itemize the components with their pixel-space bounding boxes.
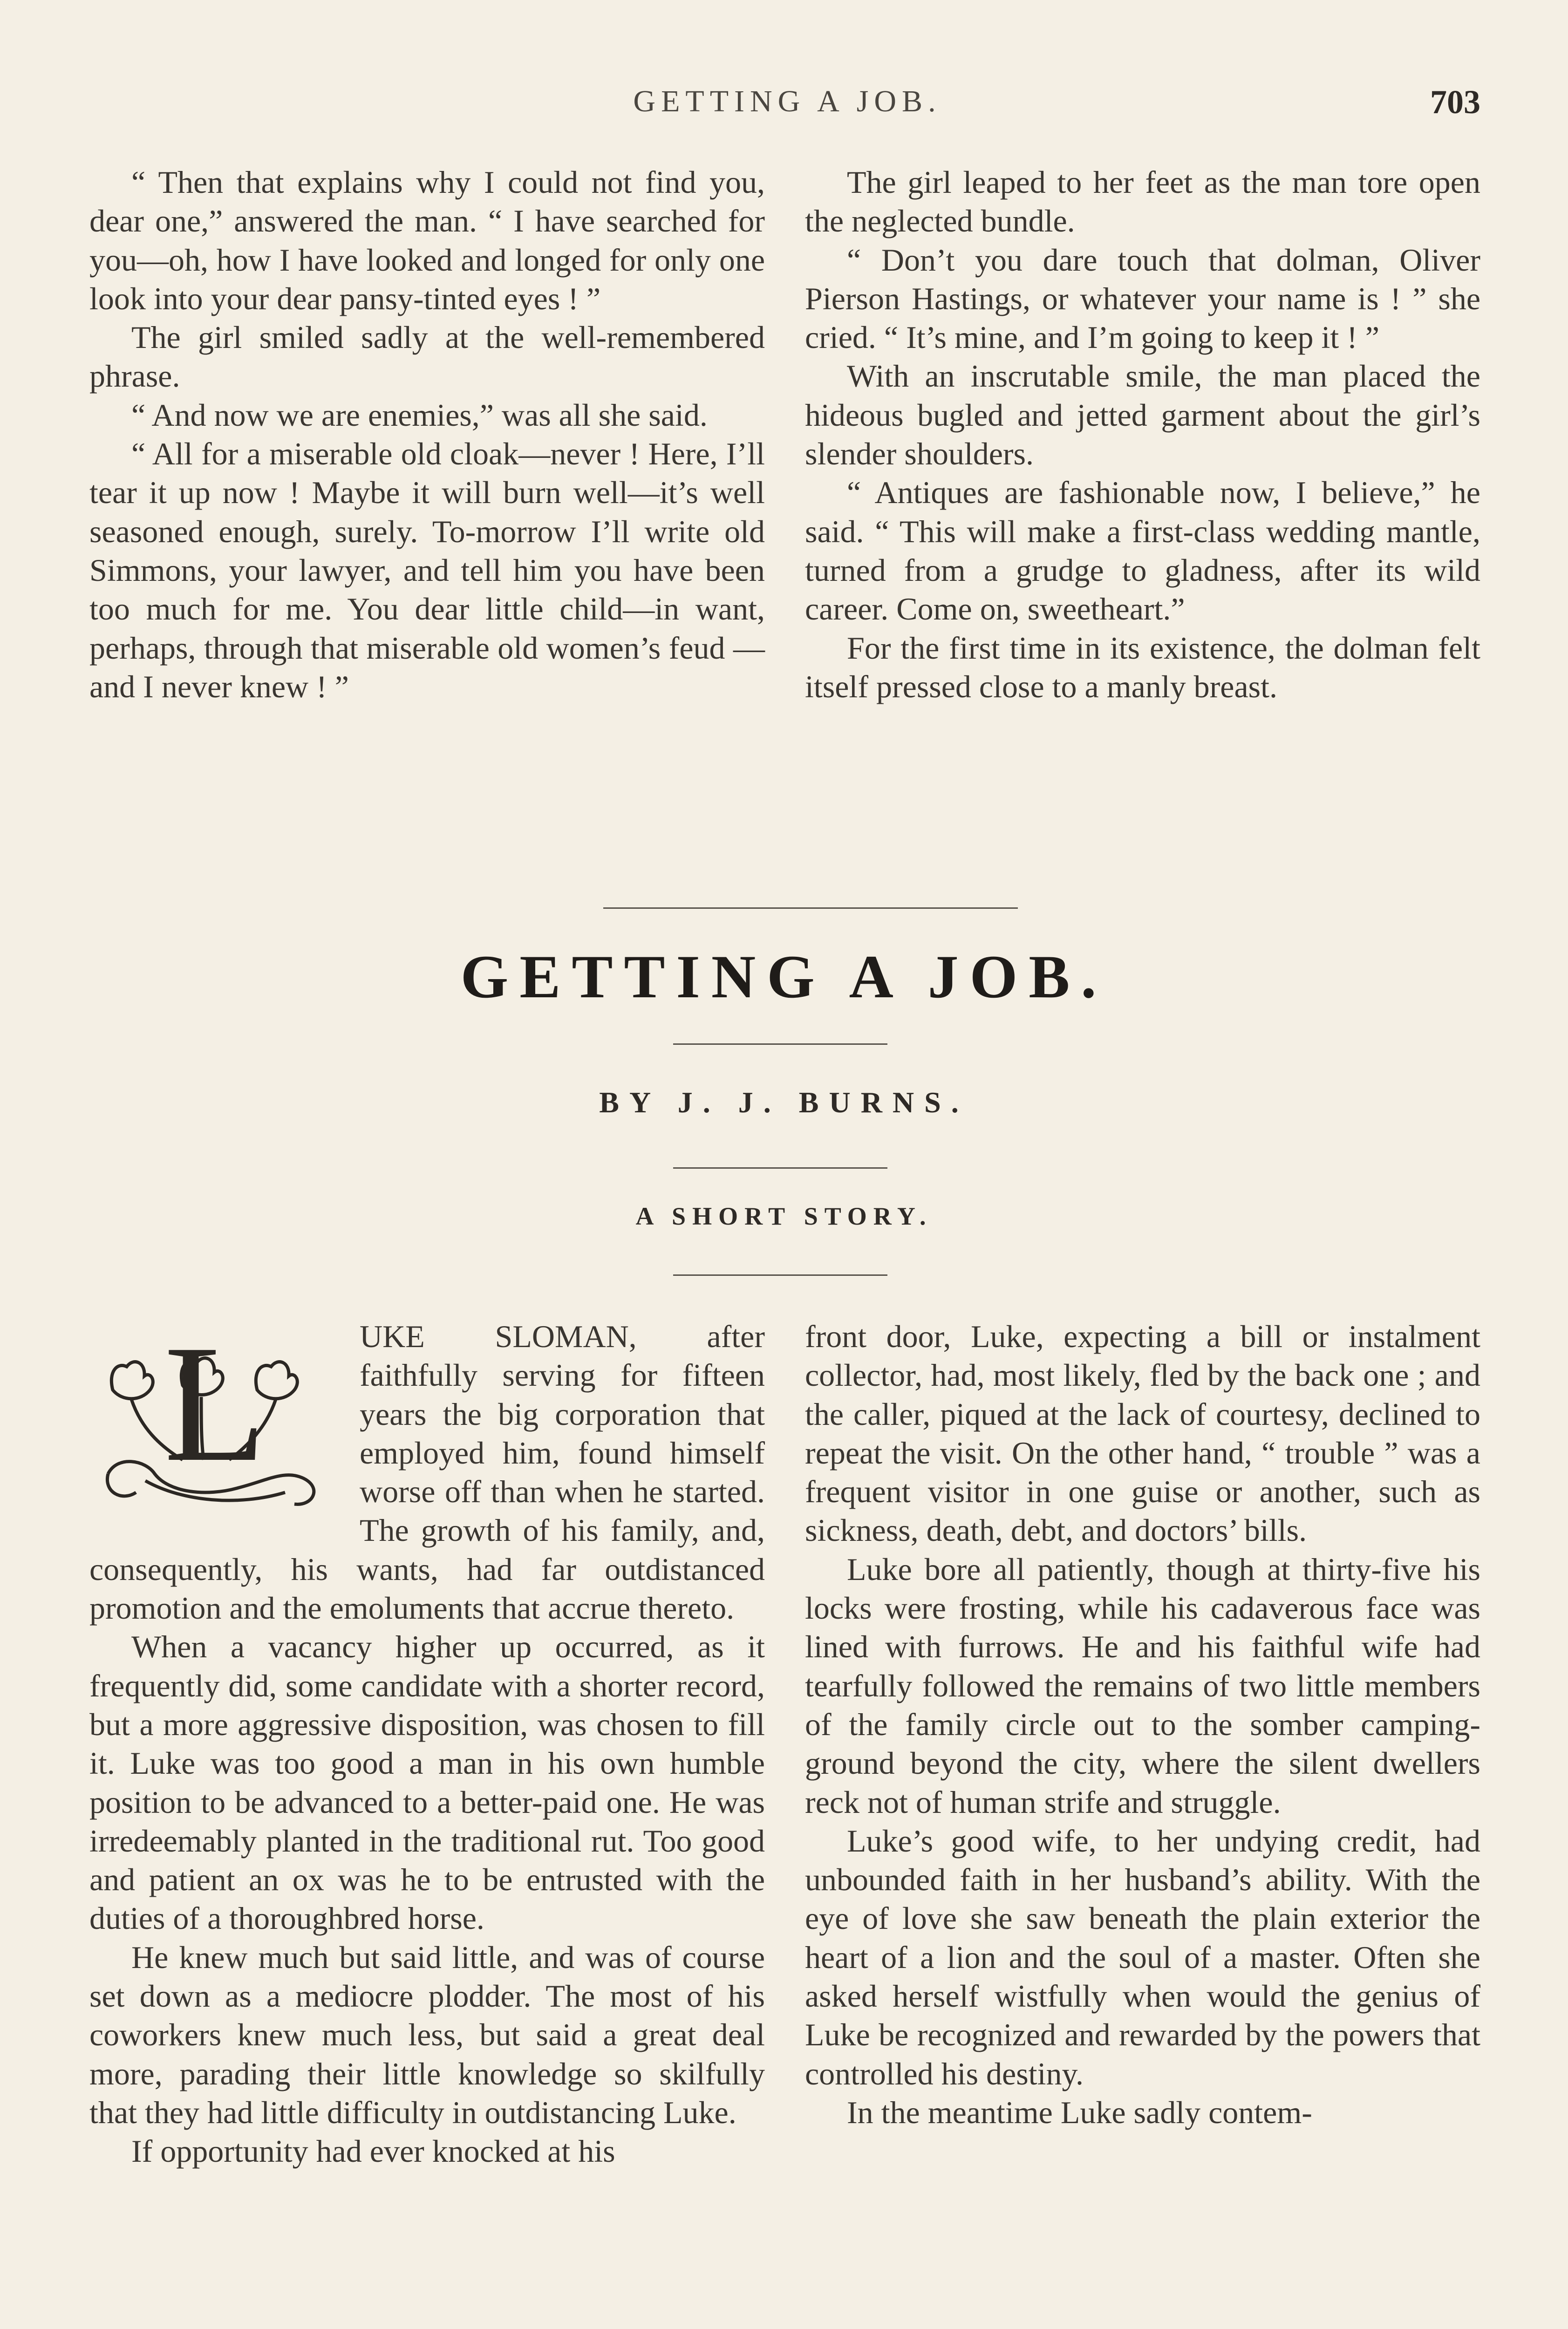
paragraph: Luke’s good wife, to her undying credit, had unbounded faith in her husband’s ability. With the eye of love she saw beneath the plain exterior the heart of a lion and the soul of a master. Often she asked herself wistfully when would the genius of Luke be recognized and rewarded by the powers that controlled his destiny. [805, 1823, 1480, 2091]
paragraph: The girl smiled sadly at the well-remembered phrase. [89, 320, 765, 394]
story-subtitle: A SHORT STORY. [635, 1202, 933, 1230]
paragraph: Luke bore all patiently, though at thirty-five his locks were frosting, while his cadaverous face was lined with furrows. He and his faithful wife had tearfully followed the remains of two little members of the family circle out to the somber camping-ground beyond the city, where the silent dwellers reck not of human strife and struggle. [805, 1551, 1480, 1820]
byline-rule [673, 1167, 887, 1169]
first-paragraph: UKE SLOMAN, after faithfully serving for fifteen years the big corporation that employed him, found himself worse off than when he started. The growth of his family, and, consequently, his wants, had far outdistanced promotion and the emoluments that accrue thereto. [89, 1319, 765, 1626]
paragraph: front door, Luke, expecting a bill or instalment collector, had, most likely, fled by the back one ; and the caller, piqued at the lack of courtesy, declined to repeat the visit. On the other hand, “ trouble ” was a frequent visitor in one guise or another, such as sickness, death, debt, and doctors’ bills. [805, 1319, 1480, 1548]
drop-cap-letter: L [164, 1320, 266, 1496]
paragraph: “ Don’t you dare touch that dolman, Oliver Pierson Hastings, or whatever your name is ! ” she cried. “ It’s mine, and I’m going to keep it ! ” [805, 242, 1480, 355]
section-divider [603, 907, 1018, 909]
story-left-column [89, 1317, 765, 2171]
page-number: 703 [1430, 83, 1480, 121]
paragraph: With an inscrutable smile, the man placed the hideous bugled and jetted garment about the girl’s slender shoulders. [805, 358, 1480, 472]
paragraph: For the first time in its existence, the dolman felt itself pressed close to a manly breast. [805, 630, 1480, 704]
paragraph: “ Antiques are fashionable now, I believe,” he said. “ This will make a first-class wedding mantle, turned from a grudge to gladness, after its wild career. Come on, sweetheart.” [805, 475, 1480, 627]
story-right-column [805, 1317, 1480, 2132]
previous-story-left-column [89, 163, 765, 706]
paragraph: He knew much but said little, and was of course set down as a mediocre plodder. The most of his coworkers knew much less, but said a great deal more, parading their little knowledge so skilfully that they had little difficulty in outdistancing Luke. [89, 1939, 765, 2130]
subtitle-rule [673, 1274, 887, 1276]
paragraph: “ All for a miserable old cloak—never ! Here, I’ll tear it up now ! Maybe it will burn well—it’s well seasoned enough, surely. To-morrow I’ll write old Simmons, your lawyer, and tell him you have been too much for me. You dear little child—in want, perhaps, through that miserable old women’s feud —and I never knew ! ” [89, 436, 765, 704]
floral-ornament-icon [89, 1320, 350, 1520]
paragraph: When a vacancy higher up occurred, as it frequently did, some candidate with a shorter record, but a more aggressive disposition, was chosen to fill it. Luke was too good a man in his own humble position to be advanced to a better-paid one. He was irredeemably planted in the traditional rut. Too good and patient an ox was he to be entrusted with the duties of a thoroughbred horse. [89, 1629, 765, 1936]
title-rule [673, 1043, 887, 1045]
paragraph: If opportunity had ever knocked at his [131, 2133, 615, 2169]
paragraph: The girl leaped to her feet as the man tore open the neglected bundle. [805, 164, 1480, 239]
paragraph: In the meantime Luke sadly contem- [847, 2094, 1312, 2130]
previous-story-right-column [805, 163, 1480, 706]
story-byline: BY J. J. BURNS. [599, 1086, 969, 1119]
paragraph: “ And now we are enemies,” was all she said. [131, 397, 708, 433]
paragraph: “ Then that explains why I could not find you, dear one,” answered the man. “ I have searched for you—oh, how I have looked and longed for only one look into your dear pansy-tinted eyes ! ” [89, 164, 765, 316]
running-head: GETTING A JOB. [633, 84, 941, 118]
story-title: GETTING A JOB. [460, 942, 1108, 1011]
ornamental-initial [89, 1320, 350, 1520]
